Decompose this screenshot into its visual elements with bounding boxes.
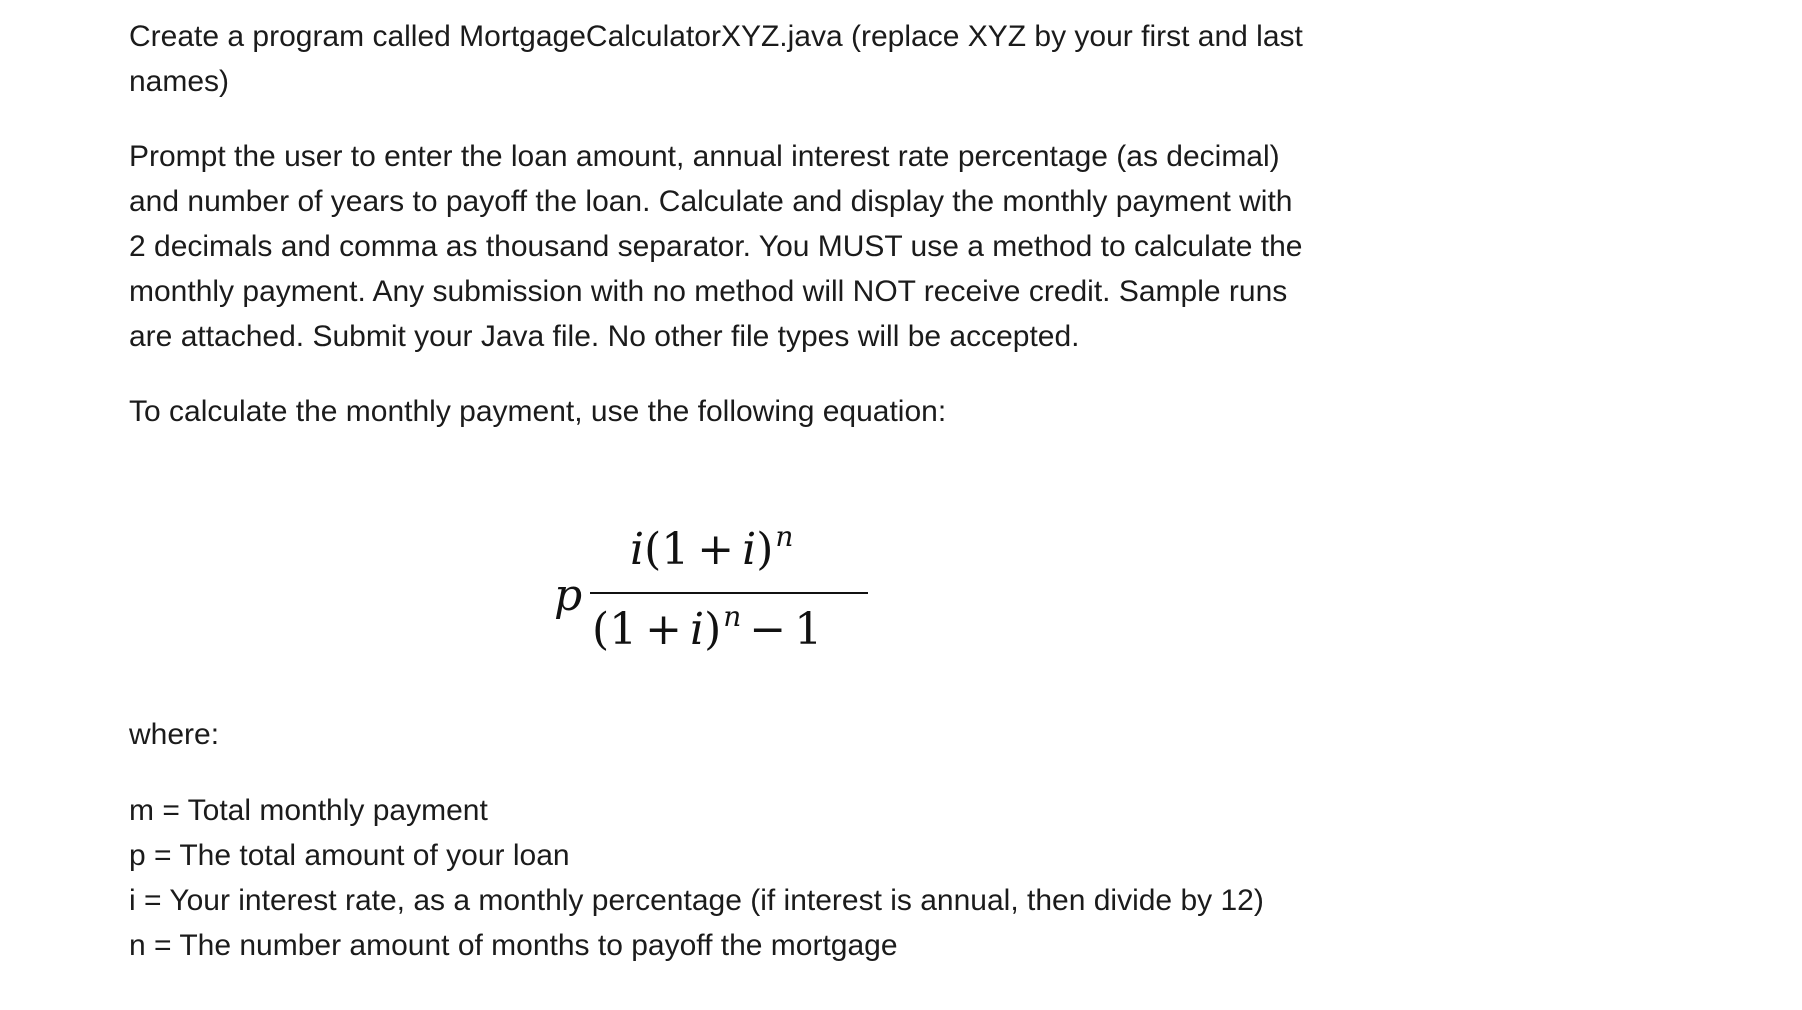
den-one: 1 [794, 604, 823, 655]
intro-paragraph: Create a program called MortgageCalculatorXYZ.java (replace XYZ by your first and last names) [129, 20, 1303, 98]
num-exponent: n [775, 520, 794, 553]
den-exponent: n [723, 600, 742, 633]
equation-denominator [592, 600, 822, 655]
num-i: i [630, 524, 645, 575]
den-paren-open: (1 [592, 604, 638, 655]
definition-i: i = Your interest rate, as a monthly percentage (if interest is annual, then divide by 12) [129, 884, 1264, 917]
equation-prefix-p: p [554, 570, 583, 621]
equation-numerator [630, 520, 793, 575]
assignment-text [129, 14, 1309, 434]
num-paren-open: (1 [644, 524, 690, 575]
den-minus: − [749, 604, 787, 655]
num-i2: i [742, 524, 757, 575]
fraction-bar [590, 592, 868, 594]
equation-intro-paragraph: To calculate the monthly payment, use the following equation: [129, 395, 947, 428]
variable-definitions [129, 788, 1264, 968]
den-paren-close: ) [704, 604, 722, 655]
mortgage-equation [550, 520, 890, 665]
definition-n: n = The number amount of months to payoff the mortgage [129, 929, 898, 962]
instructions-paragraph: Prompt the user to enter the loan amount, annual interest rate percentage (as decimal) and number of years to payoff the loan. Calculate and display the monthly payment with 2 decimals and comma as thousand separator. You MUST use a method to calculate the monthly payment. Any submission with no method will NOT receive credit. Sample runs are attached. Submit your Java file. No other file types will be accepted. [129, 140, 1303, 353]
den-i: i [690, 604, 705, 655]
num-plus: + [697, 524, 735, 575]
definition-m: m = Total monthly payment [129, 794, 488, 827]
where-label: where: [129, 718, 220, 751]
num-paren-close: ) [756, 524, 774, 575]
den-plus: + [645, 604, 683, 655]
definition-p: p = The total amount of your loan [129, 839, 570, 872]
